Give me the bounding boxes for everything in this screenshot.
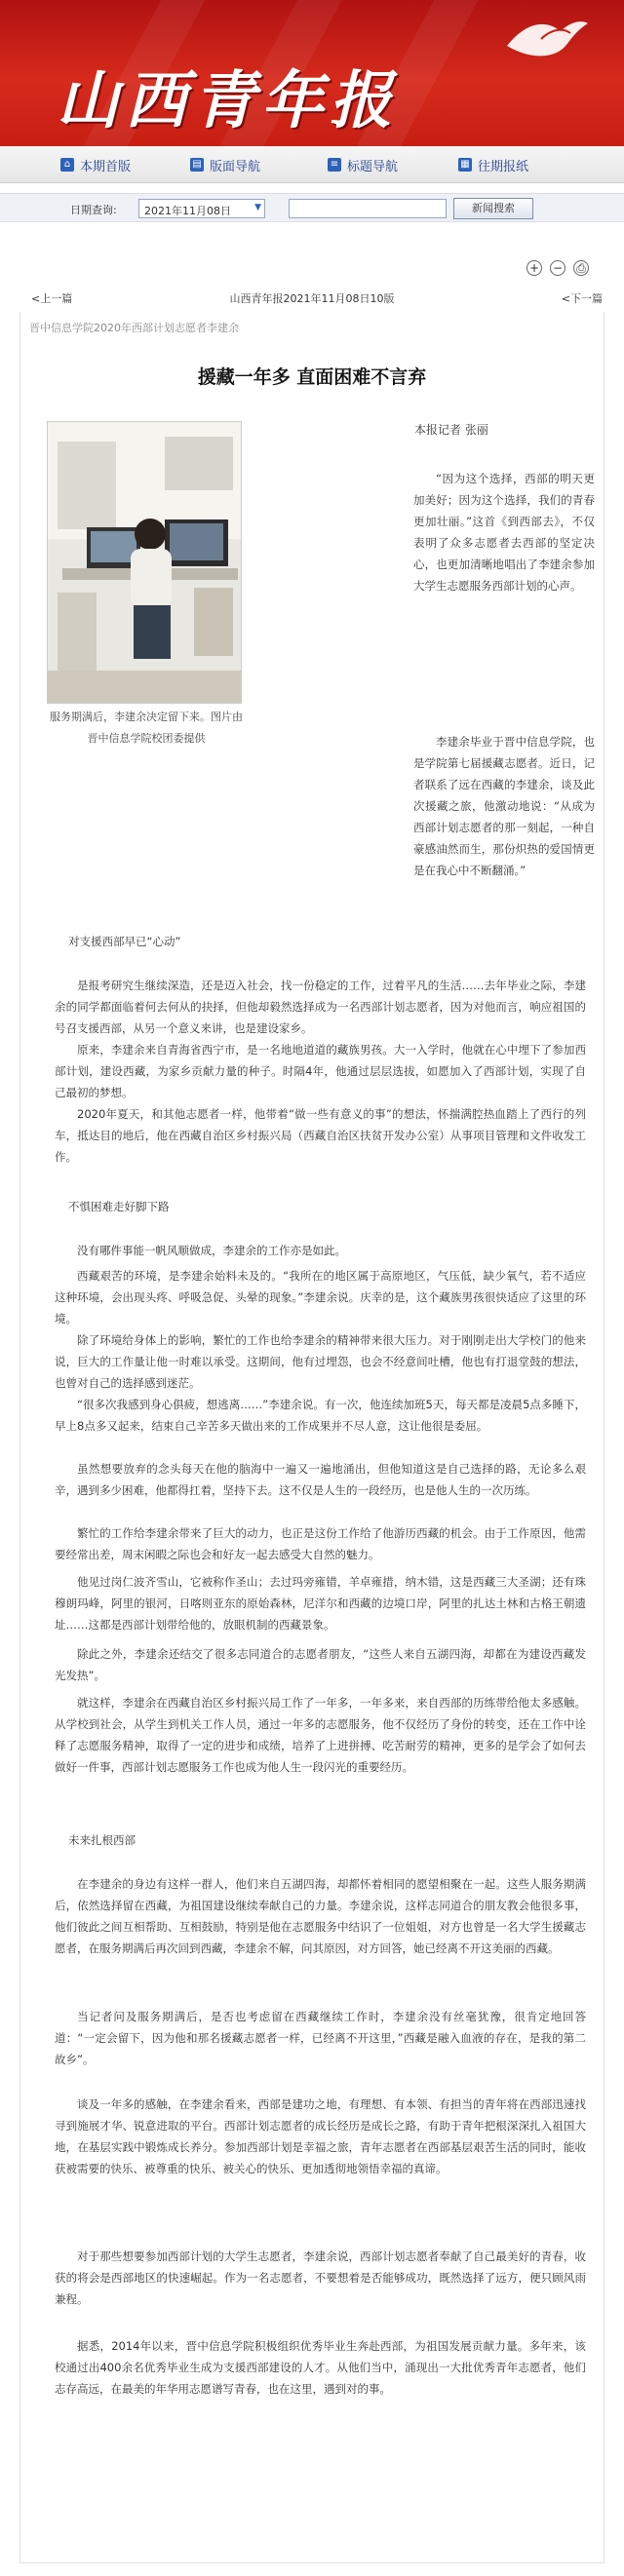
paragraph: “很多次我感到身心俱疲，想逃离……”李建余说。有一次，他连续加班5天，每天都是凌晨5点多睡下，早上8点多又起来，结束自己辛苦多天做出来的工作成果并不尽人意，这让他很是委屈。 bbox=[55, 1398, 586, 1433]
paragraph: 是报考研究生继续深造，还是迈入社会，找一份稳定的工作，过着平凡的生活……去年毕业之际，李建余的同学都面临着何去何从的抉择，但他却毅然选择成为一名西部计划志愿者，因为对他而言，响应祖国的号召支援西部，从另一个意义来讲，也是建设家乡。 bbox=[55, 979, 586, 1035]
layout-icon: ▤ bbox=[190, 158, 204, 172]
nav-label: 本期首版 bbox=[80, 159, 132, 174]
paragraph: 除此之外，李建余还结交了很多志同道合的志愿者朋友，“这些人来自五湖四海，却都在为建设西藏发光发热”。 bbox=[55, 1647, 586, 1682]
list-icon: ≡ bbox=[328, 158, 341, 172]
zoom-in-icon[interactable]: + bbox=[526, 260, 542, 276]
photo-caption: 服务期满后，李建余决定留下来。图片由晋中信息学院校团委提供 bbox=[50, 711, 243, 745]
article-toolbar bbox=[20, 256, 604, 280]
nav-front-page[interactable] bbox=[60, 146, 131, 183]
paragraph: 2020年夏天，和其他志愿者一样，他带着“做一些有意义的事”的想法，怀揣满腔热血踏上了西行的列车，抵达目的地后，他在西藏自治区乡村振兴局（西藏自治区扶贫开发办公室）从事项目管理和文件收发工作。 bbox=[55, 1107, 586, 1164]
dove-icon bbox=[502, 12, 590, 70]
office-photo-illustration bbox=[48, 422, 242, 704]
paragraph: 据悉，2014年以来，晋中信息学院积极组织优秀毕业生奔赴西部，为祖国发展贡献力量。多年来，该校通过出400余名优秀毕业生成为支援西部建设的人才。从他们当中，涌现出一大批优秀青年志愿者，他们志存高远，在最美的年华用志愿谱写青春，也在这里，遇到对的事。 bbox=[55, 2339, 586, 2396]
nav-archive[interactable] bbox=[458, 146, 528, 183]
date-select[interactable] bbox=[138, 199, 265, 218]
paragraph: 除了环境给身体上的影响，繁忙的工作也给李建余的精神带来很大压力。对于刚刚走出大学校门的他来说，巨大的工作量让他一时难以承受。这期间，他有过埋怨，也会不经意间吐槽，他也有打退堂鼓的想法，也曾对自己的选择感到迷茫。 bbox=[55, 1333, 586, 1390]
chevron-down-icon: ▼ bbox=[254, 203, 261, 212]
search-input[interactable] bbox=[289, 199, 447, 218]
paragraph: 他见过岗仁波齐雪山，它被称作圣山；去过玛旁雍错，羊卓雍措，纳木错，这是西藏三大圣湖；还有珠穆朗玛峰，阿里的银河，日喀则亚东的原始森林，尼洋尔和西藏的边境口岸，阿里的扎达土林和古格王朝遗址……这都是西部计划带给他的，放眼机制的西藏景象。 bbox=[55, 1575, 586, 1632]
newspaper-logo: 山西青年报 bbox=[57, 64, 398, 137]
nav-label: 往期报纸 bbox=[478, 159, 529, 174]
article-pager bbox=[20, 288, 604, 306]
section-heading: 不惧困难走好脚下路 bbox=[68, 1200, 170, 1213]
date-value: 2021年11月08日 bbox=[144, 205, 231, 217]
zoom-out-icon[interactable]: − bbox=[550, 260, 566, 276]
nav-title-guide[interactable] bbox=[328, 146, 398, 183]
article-photo bbox=[47, 421, 242, 704]
nav-label: 版面导航 bbox=[210, 159, 261, 174]
search-bar bbox=[0, 193, 624, 222]
nav-section-guide[interactable] bbox=[190, 146, 260, 183]
masthead-banner bbox=[0, 0, 624, 146]
section-heading: 未来扎根西部 bbox=[68, 1833, 136, 1847]
paragraph: 谈及一年多的感触，在李建余看来，西部是建功之地，有理想、有本领、有担当的青年将在西部迅速找寻到施展才华、锐意进取的平台。西部计划志愿者的成长经历是成长之路，有助于青年把根深深扎入祖国大地，在基层实践中锻炼成长养分。参加西部计划是幸福之旅，青年志愿者在西部基层艰苦生活的同时，能收获被需要的快乐、被尊重的快乐、被关心的快乐、更加透彻地领悟幸福的真谛。 bbox=[55, 2097, 586, 2175]
main-nav bbox=[0, 146, 624, 183]
search-button[interactable]: 新闻搜索 bbox=[453, 198, 533, 219]
section-heading: 对支援西部早已“心动” bbox=[68, 935, 181, 948]
paragraph: 西藏艰苦的环境，是李建余始料未及的。“我所在的地区属于高原地区，气压低，缺少氧气，若不适应这种环境，会出现头疼、呼吸急促、头晕的现象。”李建余说。庆幸的是，这个藏族男孩很快适应了这里的环境。 bbox=[55, 1269, 586, 1326]
intro-paragraph: “因为这个选择，西部的明天更加美好；因为这个选择，我们的青春更加壮丽。”这首《到西部去》，不仅表明了众多志愿者去西部的坚定决心，也更加清晰地唱出了李建余参加大学生志愿服务西部计划的心声。 bbox=[413, 472, 595, 593]
print-icon[interactable]: ⎙ bbox=[573, 260, 589, 276]
paragraph: 虽然想要放弃的念头每天在他的脑海中一遍又一遍地涌出，但他知道这是自己选择的路，无论多么艰辛，遇到多少困难，他都得扛着，坚持下去。这不仅是人生的一段经历，也是他人生的一次历练。 bbox=[55, 1462, 586, 1497]
paragraph: 当记者问及服务期满后，是否也考虑留在西藏继续工作时，李建余没有丝毫犹豫，很肯定地回答道：“一定会留下，因为他和那名援藏志愿者一样，已经离不开这里，”西藏是融入血液的存在，是我的第二故乡”。 bbox=[55, 2010, 586, 2066]
prev-article-link[interactable]: <上一篇 bbox=[31, 292, 73, 305]
column-label: 晋中信息学院2020年西部计划志愿者李建余 bbox=[29, 322, 239, 334]
nav-label: 标题导航 bbox=[347, 159, 399, 174]
byline: 本报记者 张丽 bbox=[414, 423, 488, 437]
paragraph: 就这样，李建余在西藏自治区乡村振兴局工作了一年多，一年多来，来自西部的历练带给他太多感触。从学校到社会，从学生到机关工作人员，通过一年多的志愿服务，他不仅经历了身份的转变，还在工作中诠释了志愿服务精神，取得了一定的进步和成绩，培养了上进拼搏、吃苦耐劳的精神，更多的是学会了如何去做好一件事，西部计划志愿服务工作也成为他人生一段闪光的重要经历。 bbox=[55, 1696, 586, 1774]
article-title: 援藏一年多 直面困难不言弃 bbox=[197, 366, 427, 388]
paragraph: 对于那些想要参加西部计划的大学生志愿者，李建余说，西部计划志愿者奉献了自己最美好的青春，收获的将会是西部地区的快速崛起。作为一名志愿者，不要想着是否能够成功，既然选择了远方，便只顾风雨兼程。 bbox=[55, 2249, 586, 2306]
calendar-icon: ▦ bbox=[458, 158, 472, 172]
date-label: 日期查询: bbox=[70, 204, 117, 216]
paragraph: 在李建余的身边有这样一群人，他们来自五湖四海，却都怀着相同的愿望相聚在一起。这些人服务期满后，依然选择留在西藏，为祖国建设继续奉献自己的力量。李建余说，这样志同道合的朋友教会他很多事，他们彼此之间互相帮助、互相鼓励，特别是他在志愿服务中结识了一位姐姐，对方也曾是一名大学生援藏志愿者，在服务期满后再次回到西藏，李建余不解，问其原因，对方回答，她已经离不开这美丽的西藏。 bbox=[55, 1877, 586, 1955]
next-article-link[interactable]: <下一篇 bbox=[561, 292, 603, 305]
issue-info: 山西青年报2021年11月08日10版 bbox=[229, 292, 395, 305]
paragraph: 繁忙的工作给李建余带来了巨大的动力，也正是这份工作给了他游历西藏的机会。由于工作原因，他需要经常出差，周末闲暇之际也会和好友一起去感受大自然的魅力。 bbox=[55, 1526, 586, 1561]
home-icon: ⌂ bbox=[60, 158, 74, 172]
paragraph: 没有哪件事能一帆风顺做成，李建余的工作亦是如此。 bbox=[77, 1244, 346, 1257]
paragraph: 原来，李建余来自青海省西宁市，是一名地地道道的藏族男孩。大一入学时，他就在心中埋下了参加西部计划，建设西藏，为家乡贡献力量的种子。时隔4年，他通过层层选拔，如愿加入了西部计划，实现了自己最初的梦想。 bbox=[55, 1043, 586, 1099]
intro-paragraph: 李建余毕业于晋中信息学院，也是学院第七届援藏志愿者。近日，记者联系了远在西藏的李建余，谈及此次援藏之旅，他激动地说：“从成为西部计划志愿者的那一刻起，一种自豪感油然而生，那份炽热的爱国情更是在我心中不断翻涌。” bbox=[413, 735, 595, 877]
